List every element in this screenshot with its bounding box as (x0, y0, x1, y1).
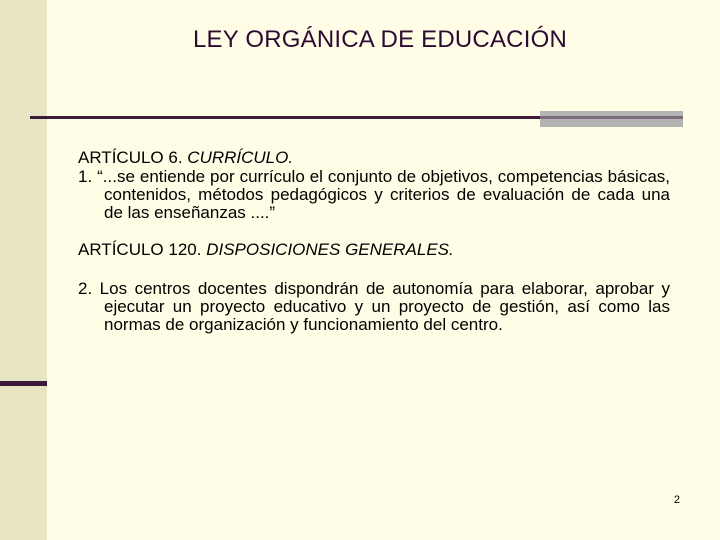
left-band-accent-bar (0, 381, 47, 386)
divider-gray-line (540, 116, 683, 119)
left-decorative-band (0, 0, 47, 540)
article-6-text: 1. “...se entiende por currículo el conjunto de objetivos, competencias básicas, contenidos, métodos pedagógicos y criterios de evaluación de cada una de las enseñanzas ....” (78, 167, 670, 222)
article-120-text: 2. Los centros docentes dispondrán de autonomía para elaborar, aprobar y ejecutar un proyecto educativo y un proyecto de gestión, así como las normas de organización y funcionamiento del centro. (78, 279, 670, 334)
article-6-title: CURRÍCULO. (187, 148, 294, 167)
title-divider-line (30, 116, 540, 119)
article-120-heading (78, 241, 670, 259)
article-6-heading (78, 149, 670, 167)
slide-body (78, 149, 670, 334)
divider-gray-block (540, 111, 683, 127)
article-6-label: ARTÍCULO 6. (78, 148, 183, 167)
slide-title: LEY ORGÁNICA DE EDUCACIÓN (193, 26, 567, 53)
page-number: 2 (673, 494, 680, 506)
article-120-label: ARTÍCULO 120. (78, 240, 202, 259)
article-120-title: DISPOSICIONES GENERALES. (206, 240, 454, 259)
